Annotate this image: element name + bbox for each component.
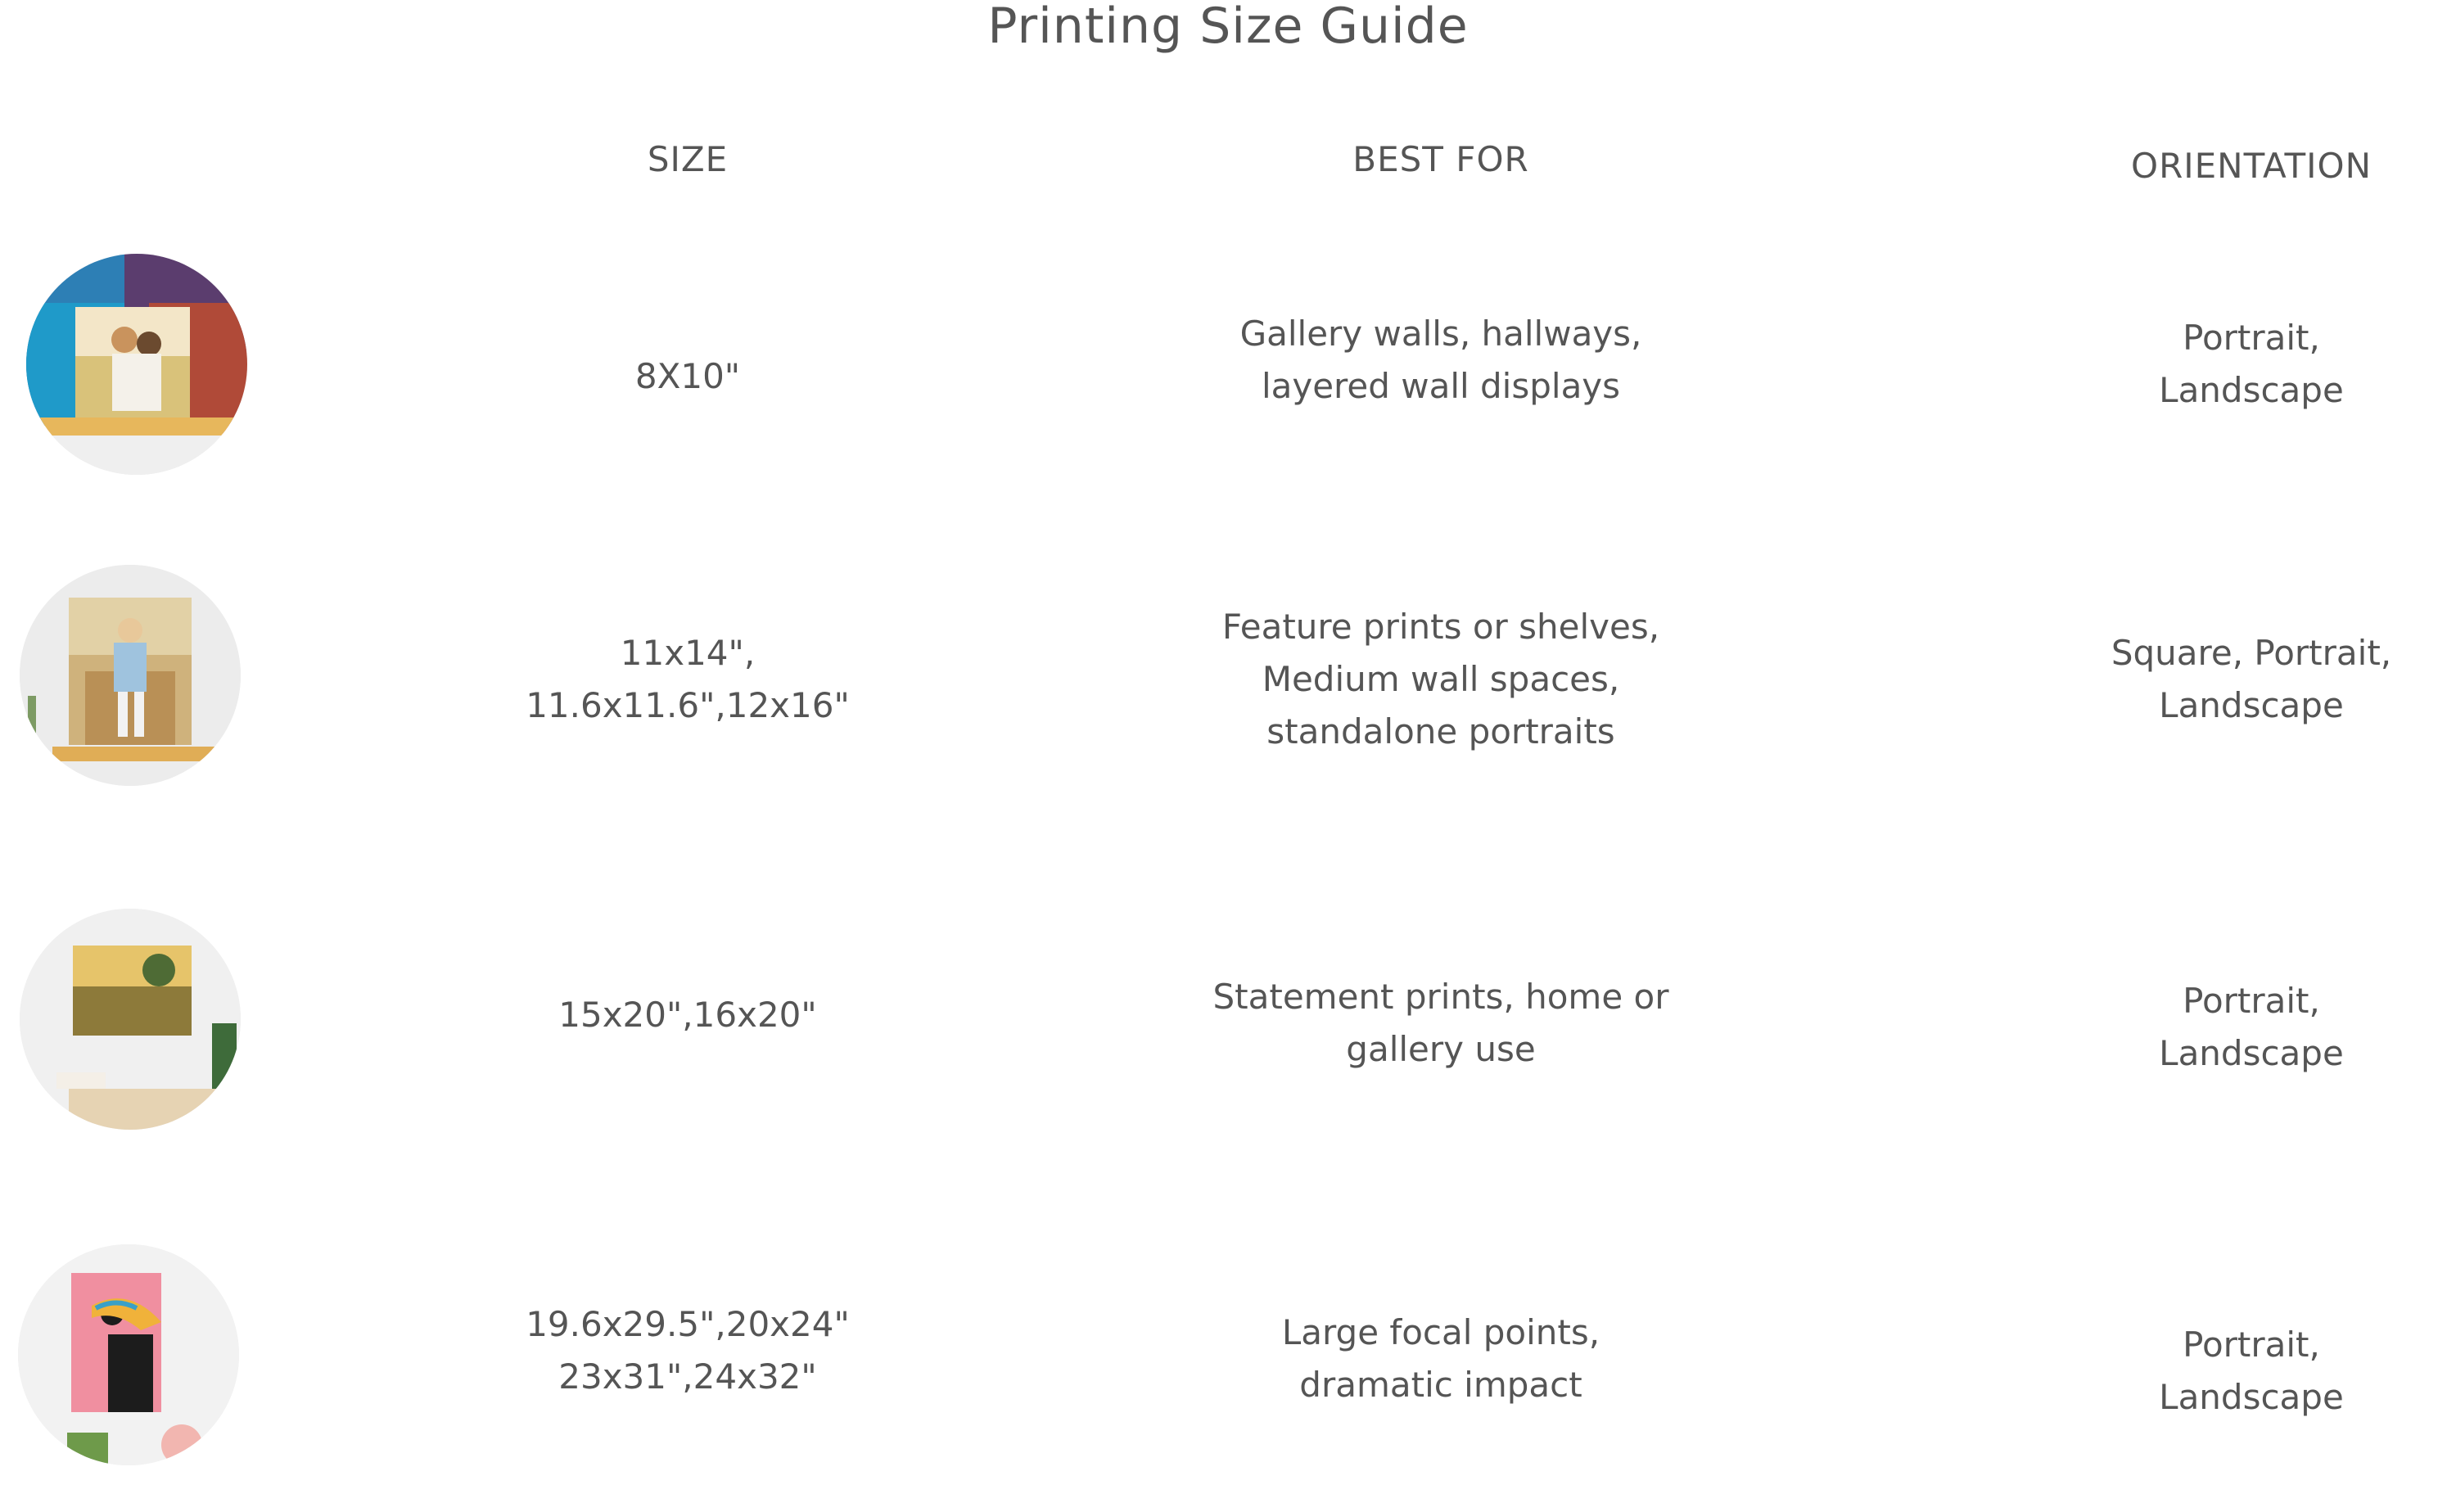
photo-on-wall-landscape-thumbnail [20, 909, 241, 1130]
orientation-cell: Portrait, Landscape [2159, 318, 2344, 410]
orientation-cell: Portrait, Landscape [2159, 981, 2344, 1073]
size-cell: 8X10" [634, 356, 741, 396]
page-title: Printing Size Guide [987, 0, 1469, 55]
best-for-cell: Large focal points, dramatic impact [1281, 1312, 1600, 1405]
orientation-cell: Portrait, Landscape [2159, 1325, 2344, 1417]
photo-on-wall-toucan-thumbnail [18, 1244, 239, 1465]
photo-on-shelf-woman-boardwalk-thumbnail [20, 565, 241, 786]
best-for-cell: Gallery walls, hallways, layered wall displays [1239, 314, 1642, 406]
photo-on-shelf-couple-thumbnail [26, 254, 247, 475]
best-for-cell: Feature prints or shelves, Medium wall spaces, standalone portraits [1221, 607, 1660, 751]
size-cell: 15x20",16x20" [558, 995, 817, 1035]
column-header-orientation: ORIENTATION [2131, 146, 2372, 186]
column-header-best-for: BEST FOR [1352, 139, 1529, 179]
best-for-cell: Statement prints, home or gallery use [1212, 977, 1669, 1069]
size-cell: 19.6x29.5",20x24" 23x31",24x32" [526, 1304, 850, 1397]
size-cell: 11x14", 11.6x11.6",12x16" [526, 633, 850, 725]
orientation-cell: Square, Portrait, Landscape [2111, 633, 2392, 725]
column-header-size: SIZE [647, 139, 729, 179]
